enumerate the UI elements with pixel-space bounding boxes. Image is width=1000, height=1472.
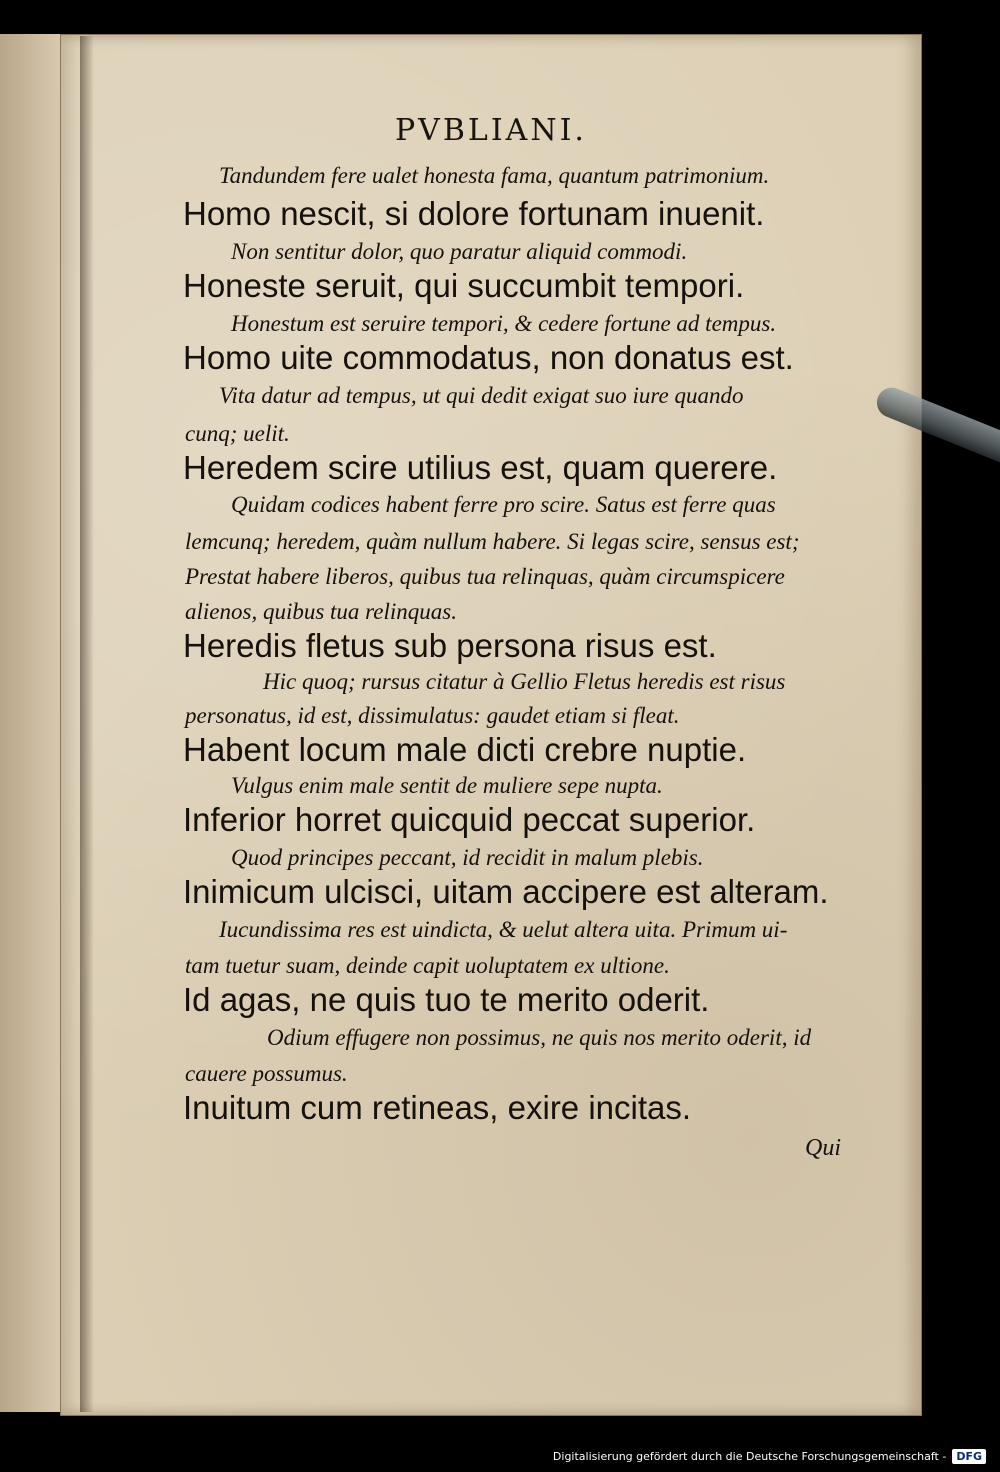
footer-credit: [553, 1449, 986, 1464]
maxim-line: Heredem scire utilius est, quam querere.: [183, 449, 778, 486]
gloss-line: tam tuetur suam, deinde capit uoluptatem ex ultione.: [185, 953, 670, 978]
gloss-line: Quod principes peccant, id recidit in malum plebis.: [231, 845, 704, 870]
gloss-line: personatus, id est, dissimulatus: gaudet etiam si fleat.: [185, 703, 680, 728]
gloss-line: cauere possumus.: [185, 1061, 348, 1086]
gloss-line: Odium effugere non possimus, ne quis nos merito oderit, id: [267, 1025, 812, 1050]
footer-text: Digitalisierung gefördert durch die Deutsche Forschungsgemeinschaft -: [552, 1450, 947, 1463]
maxim-line: Inuitum cum retineas, exire incitas.: [183, 1089, 692, 1126]
gloss-line: Tandundem fere ualet honesta fama, quantum patrimonium.: [219, 163, 770, 188]
gloss-line: Iucundissima res est uindicta, & uelut altera uita. Primum ui-: [219, 917, 788, 942]
dfg-logo: DFG: [952, 1449, 986, 1464]
gloss-line: alienos, quibus tua relinquas.: [185, 599, 457, 624]
gloss-line: lemcunq; heredem, quàm nullum habere. Si legas scire, sensus est;: [185, 529, 800, 554]
maxim-line: Inferior horret quicquid peccat superior.: [183, 801, 756, 838]
gloss-line: Vita datur ad tempus, ut qui dedit exigat suo iure quando: [219, 383, 744, 408]
maxim-line: Homo nescit, si dolore fortunam inuenit.: [183, 195, 765, 232]
maxim-line: Id agas, ne quis tuo te merito oderit.: [183, 981, 710, 1018]
maxim-line: Inimicum ulcisci, uitam accipere est alteram.: [183, 873, 829, 910]
running-header: PVBLIANI.: [395, 113, 587, 148]
gloss-line: Vulgus enim male sentit de muliere sepe nupta.: [231, 773, 663, 798]
gloss-line: Hic quoq; rursus citatur à Gellio Fletus heredis est risus: [263, 669, 786, 694]
catchword: Qui: [805, 1135, 841, 1161]
maxim-line: Homo uite commodatus, non donatus est.: [183, 339, 794, 376]
gloss-line: Quidam codices habent ferre pro scire. Satus est ferre quas: [231, 492, 776, 517]
gloss-line: cunq; uelit.: [185, 421, 290, 446]
gloss-line: Non sentitur dolor, quo paratur aliquid commodi.: [231, 239, 688, 264]
spine-shadow: [80, 36, 94, 1412]
gloss-line: Honestum est seruire tempori, & cedere fortune ad tempus.: [231, 311, 777, 336]
maxim-line: Habent locum male dicti crebre nuptie.: [183, 731, 747, 768]
maxim-line: Honeste seruit, qui succumbit tempori.: [183, 267, 745, 304]
gloss-line: Prestat habere liberos, quibus tua relinquas, quàm circumspicere: [185, 564, 785, 589]
maxim-line: Heredis fletus sub persona risus est.: [183, 627, 717, 664]
book-page: [60, 34, 922, 1416]
